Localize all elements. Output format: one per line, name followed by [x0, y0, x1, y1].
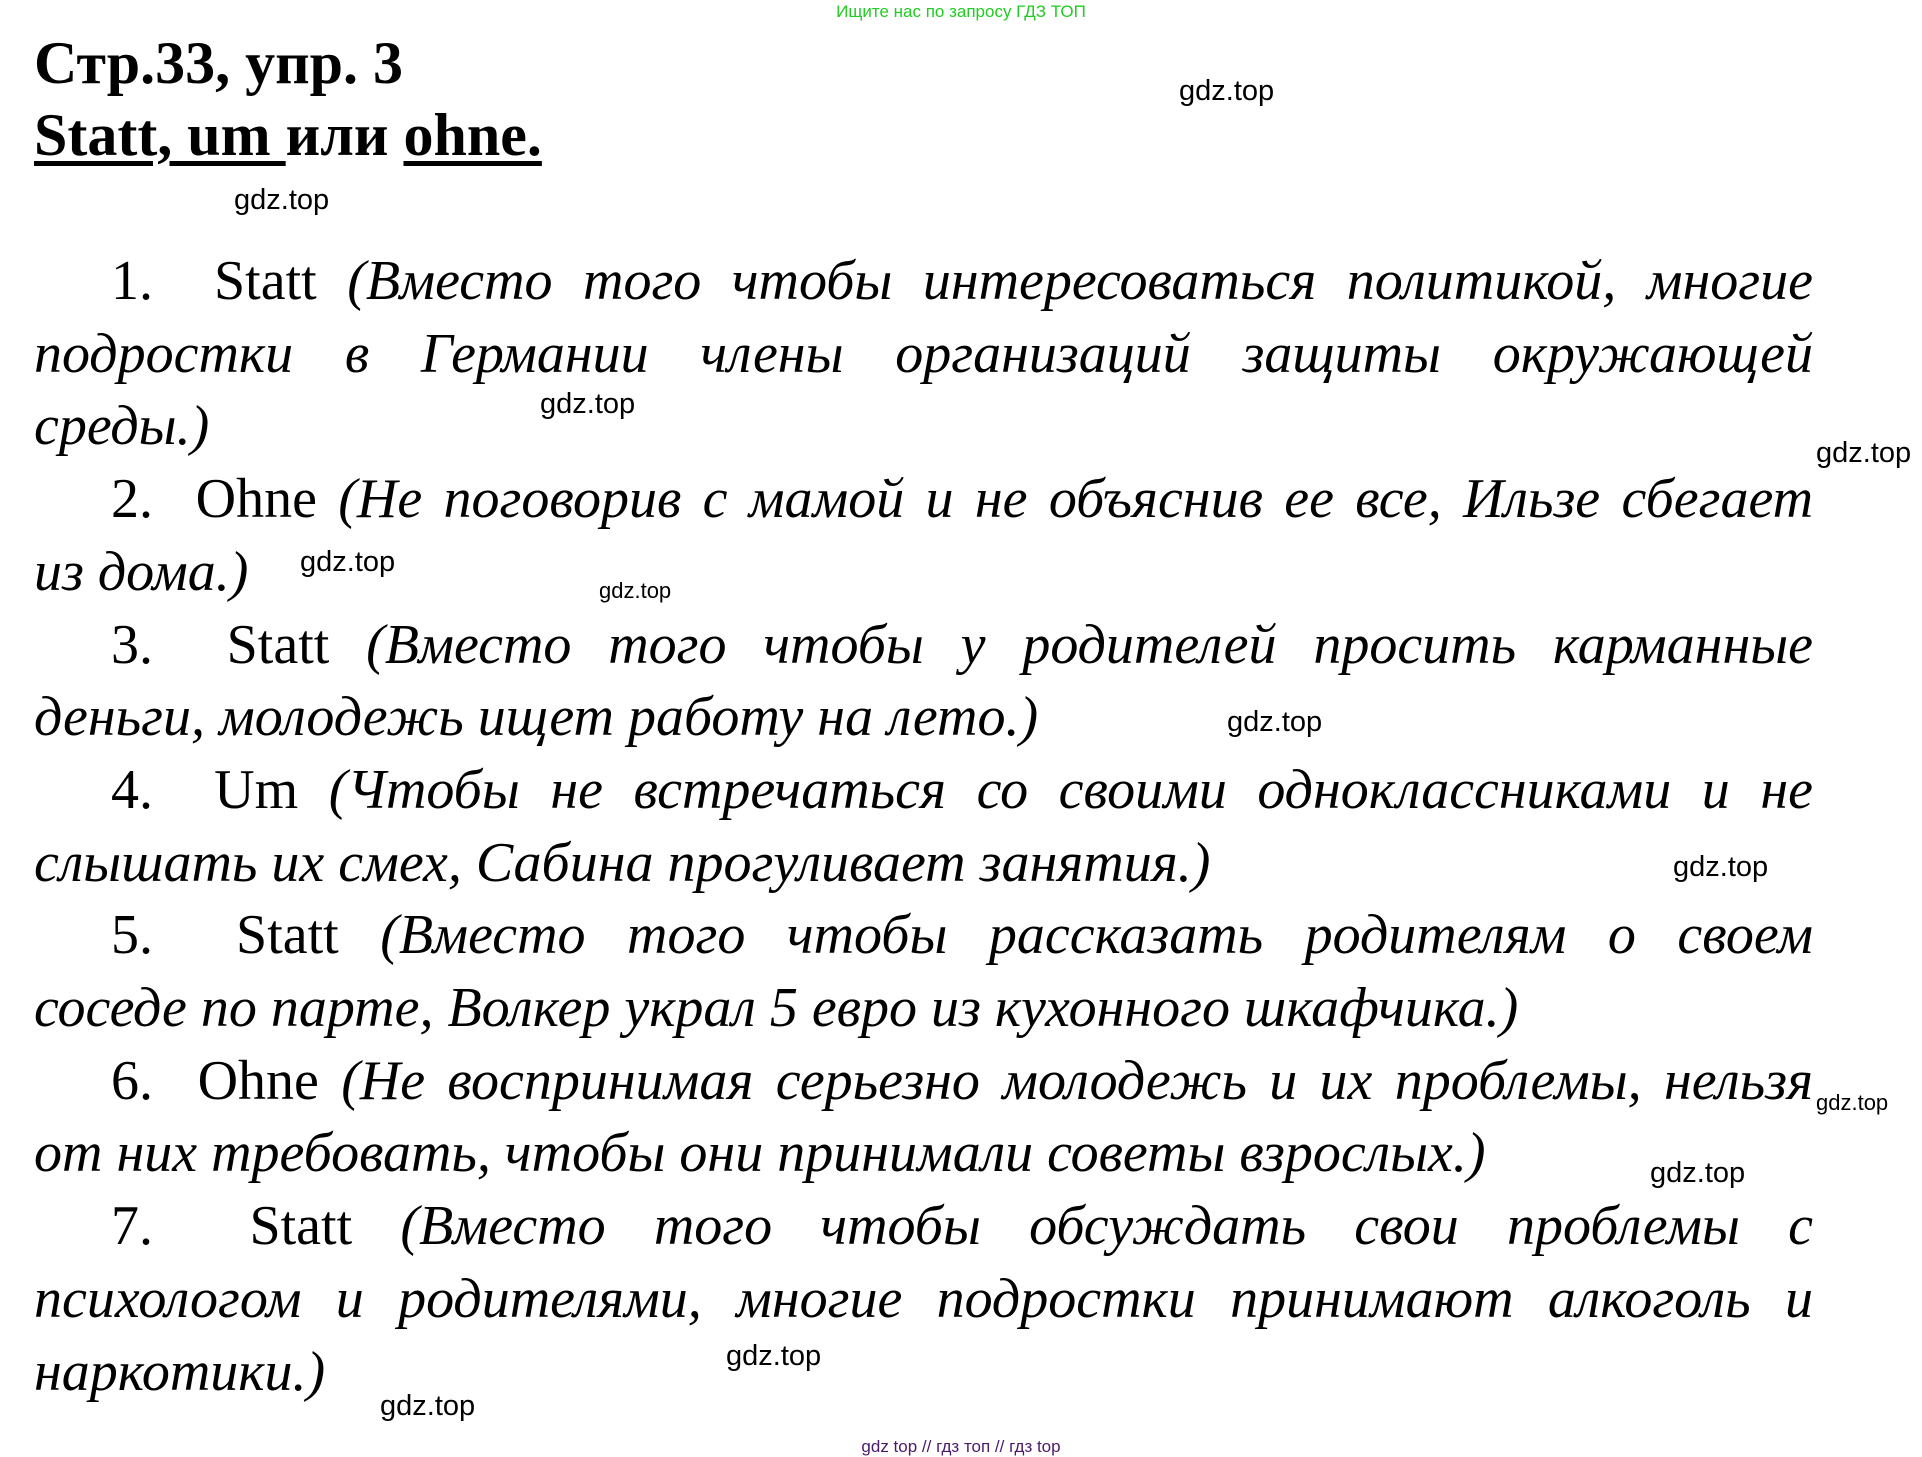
answer-line [111, 245, 1813, 317]
answer-number: 6. [111, 1049, 153, 1112]
answer-translation: деньги, молодежь ищет работу на лето.) [34, 686, 1039, 749]
page-title: Стр.33, упр. 3 [34, 30, 404, 96]
answer-translation: соседе по парте, Волкер украл 5 евро из кухонного шкафчика.) [34, 977, 1519, 1039]
answer-line [34, 827, 1210, 899]
answer-line [111, 754, 1813, 826]
watermark: gdz.top [1816, 1090, 1889, 1115]
top-search-note: Ищите нас по запросу ГДЗ ТОП [836, 2, 1086, 21]
answer-line [111, 463, 1813, 535]
watermark: gdz.top [1227, 706, 1323, 738]
watermark: gdz.top [599, 578, 672, 603]
answer-number: 1. [111, 250, 153, 312]
answer-word: Ohne [195, 468, 317, 531]
answer-number-word [111, 614, 329, 676]
answer-line [34, 1117, 1486, 1189]
answer-number: 4. [111, 758, 153, 821]
answer-translation: (Вместо того чтобы интересоваться политикой, многие [347, 250, 1814, 312]
answer-number-word [111, 1050, 319, 1112]
watermark: gdz.top [1650, 1157, 1746, 1189]
footer-note: gdz top // гдз топ // гдз top [861, 1437, 1061, 1456]
answer-word: Um [214, 758, 299, 821]
answer-line [111, 899, 1813, 971]
answer-line [34, 972, 1518, 1044]
answer-line [34, 390, 209, 462]
answer-translation: (Вместо того чтобы обсуждать свои проблемы с [400, 1195, 1814, 1258]
answer-translation: подростки в Германии члены организаций защиты окружающей [34, 322, 1813, 385]
answer-number-word [111, 250, 317, 312]
answer-line [34, 681, 1038, 753]
watermark: gdz.top [380, 1390, 476, 1422]
watermark: gdz.top [1673, 851, 1769, 883]
answer-translation: (Не поговорив с мамой и не объяснив ее все, Ильзе сбегает [338, 468, 1814, 531]
answer-translation: среды.) [34, 395, 210, 458]
answer-translation: психологом и родителями, многие подростки принимают алкоголь и [34, 1267, 1813, 1330]
answer-translation: (Не воспринимая серьезно молодежь и их проблемы, нельзя [341, 1049, 1813, 1112]
answer-translation: (Вместо того чтобы у родителей просить карманные [366, 613, 1814, 676]
watermark: gdz.top [1816, 437, 1912, 469]
answer-number-word [111, 1195, 352, 1257]
answer-translation: (Чтобы не встречаться со своими одноклассниками и не [328, 758, 1814, 821]
exercise-subtitle [34, 100, 542, 170]
answer-translation: (Вместо того чтобы рассказать родителям о своем [380, 904, 1814, 967]
answer-word: Statt [214, 250, 317, 312]
watermark: gdz.top [1179, 75, 1275, 107]
subtitle-part-3: ohne. [403, 102, 542, 168]
answer-number: 3. [111, 613, 153, 676]
answer-number: 7. [111, 1195, 153, 1258]
answer-line [111, 1045, 1813, 1117]
watermark: gdz.top [234, 184, 330, 216]
watermark: gdz.top [726, 1340, 822, 1372]
answer-line [34, 536, 248, 608]
answer-line [34, 1336, 325, 1408]
answer-word: Ohne [197, 1049, 319, 1112]
answer-number: 5. [111, 904, 153, 967]
answer-number-word [111, 904, 339, 966]
answer-translation: от них требовать, чтобы они принимали советы взрослых.) [34, 1122, 1486, 1185]
answer-line [111, 1190, 1813, 1262]
watermark: gdz.top [540, 388, 636, 420]
answer-translation: слышать их смех, Сабина прогуливает занятия.) [34, 831, 1211, 894]
answer-word: Statt [236, 904, 339, 967]
watermark: gdz.top [300, 546, 396, 578]
answer-line [34, 318, 1813, 390]
answer-number-word [111, 759, 298, 821]
answer-number: 2. [111, 468, 153, 531]
answer-line [34, 1263, 1813, 1335]
subtitle-part-1: Statt, um [34, 102, 286, 168]
answer-word: Statt [249, 1195, 353, 1258]
subtitle-part-2: или [285, 102, 404, 168]
answer-translation: наркотики.) [34, 1340, 326, 1403]
answer-translation: из дома.) [34, 540, 249, 603]
answer-line [111, 609, 1813, 681]
answer-word: Statt [226, 613, 330, 676]
answer-number-word [111, 468, 317, 530]
